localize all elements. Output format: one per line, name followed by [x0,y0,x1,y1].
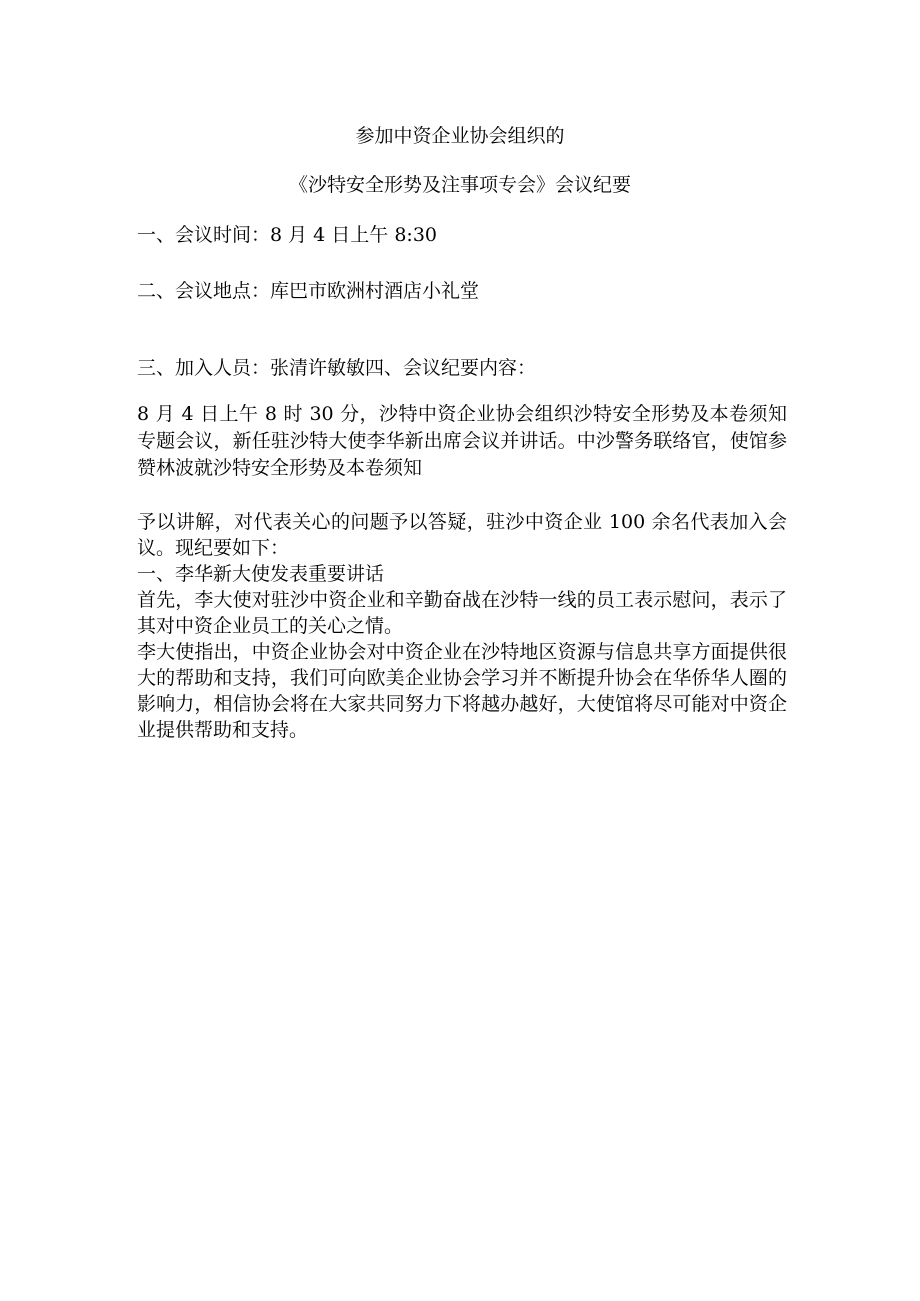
document-title-line-2: 《沙特安全形势及注事项专会》会议纪要 [288,174,631,196]
paragraph-intro: 8 月 4 日上午 8 时 30 分，沙特中资企业协会组织沙特安全形势及本卷须知专题会议，新任驻沙特大使李华新出席会议并讲话。中沙警务联络官，使馆参赞林波就沙特安全形势及本卷须知 [137,403,787,479]
paragraph-explanation: 予以讲解，对代表关心的问题予以答疑，驻沙中资企业 100 余名代表加入会议。现纪要如下： [137,511,787,559]
paragraph-ambassador-remarks: 李大使指出，中资企业协会对中资企业在沙特地区资源与信息共享方面提供很大的帮助和支持，我们可向欧美企业协会学习并不断提升协会在华侨华人圈的影响力，相信协会将在大家共同努力下将越办越好，大使馆将尽可能对中资企业提供帮助和支持。 [137,641,787,741]
meeting-place: 二、会议地点：库巴市欧洲村酒店小礼堂 [137,280,480,302]
meeting-time: 一、会议时间：8 月 4 日上午 8:30 [137,224,438,246]
paragraph-condolence: 首先，李大使对驻沙中资企业和辛勤奋战在沙特一线的员工表示慰问，表示了其对中资企业员工的关心之情。 [137,589,787,637]
document-title-line-1: 参加中资企业协会组织的 [355,125,565,147]
section-heading-ambassador-speech: 一、李华新大使发表重要讲话 [137,563,385,585]
minutes-body [137,509,787,743]
meeting-attendees: 三、加入人员：张清许敏敏四、会议纪要内容： [137,357,537,379]
